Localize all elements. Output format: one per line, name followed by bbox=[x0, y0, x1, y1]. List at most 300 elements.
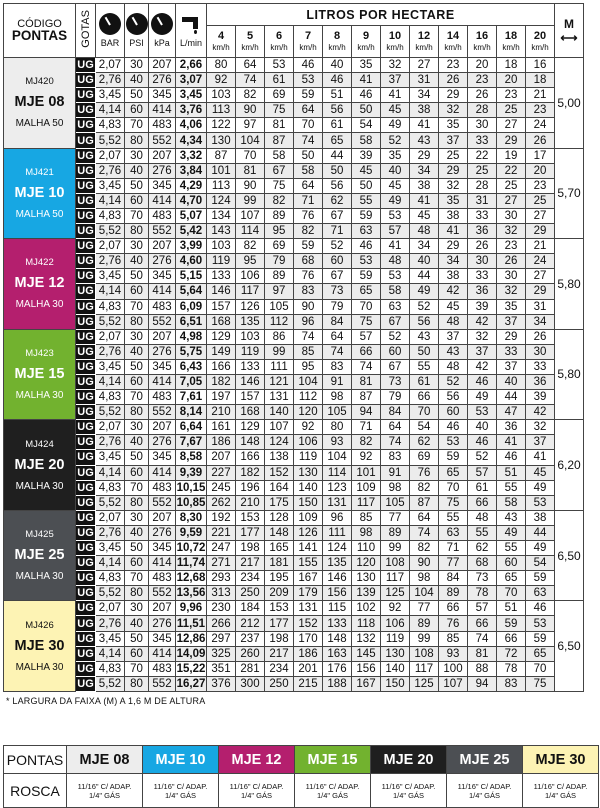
pressure-cell: 552 bbox=[149, 586, 176, 601]
rate-cell: 36 bbox=[497, 420, 526, 435]
rate-cell: 141 bbox=[294, 541, 323, 556]
faixa-cell: 6,50 bbox=[555, 601, 584, 692]
rate-cell: 33 bbox=[497, 344, 526, 359]
droplet-class-badge: UG bbox=[77, 511, 94, 524]
rate-cell: 247 bbox=[207, 541, 236, 556]
table-row bbox=[4, 405, 584, 420]
rate-cell: 27 bbox=[526, 208, 555, 223]
legend-thread-line1: 11/16" C/ ADAP. bbox=[457, 781, 512, 791]
speed-header bbox=[294, 26, 323, 58]
legend-thread-line2: 1/4" GÁS bbox=[544, 790, 576, 800]
pressure-cell: 4,14 bbox=[96, 465, 125, 480]
nozzle-group-cell bbox=[4, 601, 76, 692]
rate-cell: 82 bbox=[236, 88, 265, 103]
pressure-cell: 552 bbox=[149, 676, 176, 691]
rate-cell: 74 bbox=[410, 525, 439, 540]
rate-cell: 67 bbox=[323, 208, 352, 223]
rate-cell: 20 bbox=[497, 73, 526, 88]
pressure-cell: 4,83 bbox=[96, 299, 125, 314]
rate-cell: 138 bbox=[265, 450, 294, 465]
flow-cell: 3,32 bbox=[176, 148, 207, 163]
table-row bbox=[4, 661, 584, 676]
rate-cell: 29 bbox=[526, 224, 555, 239]
table-row bbox=[4, 73, 584, 88]
droplet-class-badge: UG bbox=[77, 662, 94, 675]
flow-cell: 3,76 bbox=[176, 103, 207, 118]
rate-cell: 41 bbox=[381, 88, 410, 103]
rate-cell: 37 bbox=[497, 314, 526, 329]
pressure-cell: 30 bbox=[125, 239, 149, 254]
pressure-cell: 60 bbox=[125, 646, 149, 661]
rate-cell: 79 bbox=[265, 254, 294, 269]
nozzle-mesh: MALHA 30 bbox=[15, 299, 64, 311]
rate-cell: 102 bbox=[352, 601, 381, 616]
nozzle-mesh: MALHA 30 bbox=[15, 389, 64, 401]
faucet-icon bbox=[180, 13, 202, 35]
header-gotas: GOTAS bbox=[76, 4, 96, 58]
flow-cell: 6,43 bbox=[176, 359, 207, 374]
rate-cell: 221 bbox=[207, 525, 236, 540]
table-row bbox=[4, 178, 584, 193]
pressure-cell: 345 bbox=[149, 178, 176, 193]
rate-cell: 52 bbox=[410, 299, 439, 314]
rate-cell: 90 bbox=[410, 556, 439, 571]
rate-cell: 33 bbox=[468, 269, 497, 284]
pressure-cell: 414 bbox=[149, 374, 176, 389]
rate-cell: 111 bbox=[265, 359, 294, 374]
rate-cell: 75 bbox=[265, 103, 294, 118]
rate-cell: 175 bbox=[265, 495, 294, 510]
rate-cell: 300 bbox=[236, 676, 265, 691]
rate-cell: 46 bbox=[323, 73, 352, 88]
rate-cell: 51 bbox=[497, 601, 526, 616]
rate-cell: 20 bbox=[526, 163, 555, 178]
pressure-cell: 60 bbox=[125, 193, 149, 208]
rate-cell: 58 bbox=[497, 495, 526, 510]
rate-cell: 170 bbox=[294, 631, 323, 646]
rate-cell: 39 bbox=[468, 299, 497, 314]
rate-cell: 42 bbox=[526, 405, 555, 420]
rate-cell: 89 bbox=[439, 586, 468, 601]
rate-cell: 153 bbox=[236, 510, 265, 525]
rate-cell: 46 bbox=[468, 435, 497, 450]
flow-cell: 14,09 bbox=[176, 647, 206, 660]
droplet-class-badge: UG bbox=[77, 421, 94, 434]
rate-cell: 176 bbox=[323, 661, 352, 676]
rate-cell: 59 bbox=[526, 571, 555, 586]
rate-cell: 82 bbox=[410, 541, 439, 556]
rate-cell: 26 bbox=[526, 133, 555, 148]
rate-cell: 133 bbox=[207, 269, 236, 284]
rate-cell: 146 bbox=[323, 571, 352, 586]
rate-cell: 83 bbox=[294, 284, 323, 299]
rate-cell: 217 bbox=[265, 646, 294, 661]
rate-cell: 103 bbox=[207, 88, 236, 103]
rate-cell: 64 bbox=[236, 58, 265, 73]
pressure-cell: 4,83 bbox=[96, 571, 125, 586]
rate-cell: 104 bbox=[410, 586, 439, 601]
table-row bbox=[4, 284, 584, 299]
rate-cell: 89 bbox=[410, 616, 439, 631]
table-row bbox=[4, 556, 584, 571]
rate-cell: 177 bbox=[265, 616, 294, 631]
rate-cell: 70 bbox=[526, 661, 555, 676]
nozzle-group-cell bbox=[4, 239, 76, 330]
speed-unit: km/h bbox=[386, 42, 404, 52]
pressure-cell: 3,45 bbox=[96, 88, 125, 103]
rate-cell: 34 bbox=[410, 239, 439, 254]
legend-thread-line2: 1/4" GÁS bbox=[468, 790, 500, 800]
rate-cell: 97 bbox=[265, 284, 294, 299]
pressure-cell: 483 bbox=[149, 661, 176, 676]
rate-cell: 179 bbox=[294, 586, 323, 601]
speed-unit: km/h bbox=[531, 42, 549, 52]
rate-cell: 152 bbox=[294, 616, 323, 631]
droplet-class-badge: UG bbox=[77, 104, 94, 117]
rate-cell: 76 bbox=[294, 208, 323, 223]
rate-cell: 66 bbox=[439, 601, 468, 616]
legend-thread-cell bbox=[143, 774, 219, 808]
rate-cell: 70 bbox=[294, 118, 323, 133]
rate-cell: 63 bbox=[526, 586, 555, 601]
pressure-cell: 483 bbox=[149, 480, 176, 495]
speed-header bbox=[381, 26, 410, 58]
rate-cell: 34 bbox=[526, 314, 555, 329]
rate-cell: 32 bbox=[439, 178, 468, 193]
thread-legend-table bbox=[3, 745, 599, 808]
table-row bbox=[4, 646, 584, 661]
nozzle-mesh: MALHA 30 bbox=[15, 571, 64, 583]
rate-cell: 16 bbox=[526, 58, 555, 73]
rate-cell: 132 bbox=[352, 631, 381, 646]
rate-cell: 40 bbox=[497, 374, 526, 389]
rate-cell: 65 bbox=[323, 133, 352, 148]
rate-cell: 85 bbox=[352, 510, 381, 525]
rate-cell: 43 bbox=[439, 344, 468, 359]
rate-cell: 80 bbox=[323, 420, 352, 435]
droplet-class-badge: UG bbox=[77, 285, 94, 298]
rate-cell: 22 bbox=[468, 148, 497, 163]
pressure-cell: 2,76 bbox=[96, 254, 125, 269]
rate-cell: 33 bbox=[468, 133, 497, 148]
pressure-cell: 345 bbox=[149, 541, 176, 556]
flow-cell: 5,15 bbox=[176, 269, 207, 284]
rate-cell: 85 bbox=[294, 344, 323, 359]
pressure-cell: 2,76 bbox=[96, 73, 125, 88]
rate-cell: 126 bbox=[294, 525, 323, 540]
pressure-cell: 345 bbox=[149, 631, 176, 646]
rate-cell: 55 bbox=[497, 480, 526, 495]
rate-cell: 37 bbox=[381, 73, 410, 88]
rate-cell: 74 bbox=[468, 631, 497, 646]
pressure-cell: 60 bbox=[125, 465, 149, 480]
rate-cell: 26 bbox=[497, 254, 526, 269]
rate-cell: 77 bbox=[381, 510, 410, 525]
flow-cell: 3,45 bbox=[176, 88, 207, 103]
rate-cell: 59 bbox=[294, 239, 323, 254]
droplet-class-badge: UG bbox=[77, 330, 94, 343]
pressure-cell: 483 bbox=[149, 299, 176, 314]
pressure-cell: 5,52 bbox=[96, 586, 125, 601]
rate-cell: 215 bbox=[294, 676, 323, 691]
rate-cell: 46 bbox=[468, 374, 497, 389]
table-row bbox=[4, 58, 584, 73]
rate-cell: 43 bbox=[410, 133, 439, 148]
rate-cell: 150 bbox=[381, 676, 410, 691]
nozzle-code: MJ426 bbox=[25, 619, 54, 631]
rate-cell: 35 bbox=[352, 58, 381, 73]
rate-cell: 33 bbox=[468, 208, 497, 223]
rate-cell: 313 bbox=[207, 586, 236, 601]
table-row bbox=[4, 601, 584, 616]
pressure-cell: 30 bbox=[125, 329, 149, 344]
nozzle-mesh: MALHA 30 bbox=[15, 661, 64, 673]
rate-cell: 210 bbox=[236, 495, 265, 510]
flow-cell: 4,98 bbox=[176, 329, 207, 344]
table-row bbox=[4, 148, 584, 163]
rate-cell: 100 bbox=[439, 661, 468, 676]
rate-cell: 46 bbox=[352, 88, 381, 103]
droplet-class-badge: UG bbox=[77, 526, 94, 539]
flow-cell: 7,61 bbox=[176, 390, 207, 405]
pressure-cell: 50 bbox=[125, 178, 149, 193]
rate-cell: 53 bbox=[526, 616, 555, 631]
speed-value: 4 bbox=[217, 29, 225, 42]
flow-cell: 4,06 bbox=[176, 118, 207, 133]
speed-value: 16 bbox=[475, 29, 489, 42]
rate-cell: 52 bbox=[439, 374, 468, 389]
droplet-class-badge: UG bbox=[77, 300, 94, 313]
droplet-class-badge: UG bbox=[77, 677, 94, 690]
rate-cell: 71 bbox=[352, 420, 381, 435]
rate-cell: 168 bbox=[207, 314, 236, 329]
rate-cell: 104 bbox=[323, 450, 352, 465]
rate-cell: 66 bbox=[352, 344, 381, 359]
rate-cell: 39 bbox=[352, 148, 381, 163]
pressure-cell: 60 bbox=[125, 374, 149, 389]
droplet-class-badge: UG bbox=[77, 542, 94, 555]
rate-cell: 67 bbox=[265, 163, 294, 178]
rate-cell: 110 bbox=[352, 541, 381, 556]
rate-cell: 120 bbox=[352, 556, 381, 571]
rate-cell: 74 bbox=[381, 435, 410, 450]
rate-cell: 117 bbox=[236, 284, 265, 299]
pressure-cell: 70 bbox=[125, 208, 149, 223]
table-row bbox=[4, 465, 584, 480]
rate-cell: 44 bbox=[410, 269, 439, 284]
speed-header bbox=[236, 26, 265, 58]
pressure-cell: 40 bbox=[125, 163, 149, 178]
rate-cell: 76 bbox=[410, 465, 439, 480]
flow-cell: 4,60 bbox=[176, 254, 207, 269]
flow-cell: 12,68 bbox=[176, 572, 206, 585]
rate-cell: 52 bbox=[381, 133, 410, 148]
droplet-class-badge: UG bbox=[77, 315, 94, 328]
rate-cell: 29 bbox=[497, 329, 526, 344]
droplet-class-badge: UG bbox=[77, 225, 94, 238]
rate-cell: 92 bbox=[207, 73, 236, 88]
rate-cell: 94 bbox=[352, 405, 381, 420]
table-row bbox=[4, 616, 584, 631]
rate-cell: 207 bbox=[207, 450, 236, 465]
rate-cell: 66 bbox=[468, 616, 497, 631]
flow-cell: 6,64 bbox=[176, 420, 207, 435]
rate-cell: 130 bbox=[381, 646, 410, 661]
rate-cell: 105 bbox=[381, 495, 410, 510]
rate-cell: 92 bbox=[381, 601, 410, 616]
pressure-cell: 276 bbox=[149, 525, 176, 540]
flow-cell: 3,84 bbox=[176, 163, 207, 178]
rate-cell: 56 bbox=[323, 178, 352, 193]
speed-value: 5 bbox=[246, 29, 254, 42]
droplet-class-badge: UG bbox=[77, 436, 94, 449]
speed-unit: km/h bbox=[212, 42, 230, 52]
rate-cell: 83 bbox=[381, 450, 410, 465]
rate-cell: 96 bbox=[323, 510, 352, 525]
rate-cell: 35 bbox=[439, 118, 468, 133]
pressure-cell: 2,07 bbox=[96, 420, 125, 435]
pressure-cell: 414 bbox=[149, 465, 176, 480]
rate-cell: 27 bbox=[526, 269, 555, 284]
speed-unit: km/h bbox=[473, 42, 491, 52]
pressure-cell: 60 bbox=[125, 103, 149, 118]
rate-cell: 77 bbox=[410, 601, 439, 616]
table-row bbox=[4, 314, 584, 329]
pressure-cell: 414 bbox=[149, 556, 176, 571]
droplet-class-badge: UG bbox=[77, 194, 94, 207]
rate-cell: 20 bbox=[468, 58, 497, 73]
table-row bbox=[4, 133, 584, 148]
pressure-cell: 2,76 bbox=[96, 435, 125, 450]
rate-cell: 87 bbox=[207, 148, 236, 163]
rate-cell: 91 bbox=[323, 374, 352, 389]
pressure-cell: 2,07 bbox=[96, 58, 125, 73]
rate-cell: 78 bbox=[468, 586, 497, 601]
droplet-class-badge: UG bbox=[77, 360, 94, 373]
rate-cell: 42 bbox=[468, 359, 497, 374]
rate-cell: 85 bbox=[439, 631, 468, 646]
rate-cell: 103 bbox=[236, 329, 265, 344]
rate-cell: 46 bbox=[526, 601, 555, 616]
rate-cell: 83 bbox=[323, 359, 352, 374]
legend-nozzle-model: MJE 08 bbox=[67, 746, 143, 774]
rate-cell: 59 bbox=[497, 616, 526, 631]
pressure-cell: 414 bbox=[149, 646, 176, 661]
rate-cell: 70 bbox=[352, 299, 381, 314]
header-kpa: kPa bbox=[149, 4, 176, 58]
flow-cell: 6,09 bbox=[176, 299, 207, 314]
rate-cell: 31 bbox=[468, 193, 497, 208]
rate-cell: 124 bbox=[323, 541, 352, 556]
pressure-cell: 50 bbox=[125, 541, 149, 556]
rate-cell: 113 bbox=[207, 103, 236, 118]
rate-cell: 130 bbox=[352, 571, 381, 586]
rate-cell: 31 bbox=[526, 299, 555, 314]
rate-cell: 73 bbox=[323, 284, 352, 299]
rate-cell: 135 bbox=[323, 556, 352, 571]
rate-cell: 103 bbox=[207, 239, 236, 254]
rate-cell: 55 bbox=[497, 541, 526, 556]
rate-cell: 38 bbox=[526, 510, 555, 525]
table-row bbox=[4, 420, 584, 435]
rate-cell: 93 bbox=[323, 435, 352, 450]
rate-cell: 72 bbox=[497, 646, 526, 661]
rate-cell: 50 bbox=[294, 148, 323, 163]
flow-cell: 9,59 bbox=[176, 525, 207, 540]
droplet-class-badge: UG bbox=[77, 89, 94, 102]
table-row bbox=[4, 390, 584, 405]
rate-cell: 30 bbox=[468, 118, 497, 133]
rate-cell: 45 bbox=[526, 465, 555, 480]
rate-cell: 41 bbox=[526, 450, 555, 465]
rate-cell: 38 bbox=[410, 178, 439, 193]
pressure-cell: 30 bbox=[125, 420, 149, 435]
rate-cell: 164 bbox=[265, 480, 294, 495]
rate-cell: 23 bbox=[468, 73, 497, 88]
rate-cell: 32 bbox=[381, 58, 410, 73]
legend-thread-cell bbox=[295, 774, 371, 808]
pressure-cell: 3,45 bbox=[96, 178, 125, 193]
rate-cell: 30 bbox=[468, 254, 497, 269]
rate-cell: 99 bbox=[381, 541, 410, 556]
rate-cell: 210 bbox=[207, 405, 236, 420]
rate-cell: 65 bbox=[439, 465, 468, 480]
rate-cell: 98 bbox=[323, 390, 352, 405]
pressure-cell: 4,14 bbox=[96, 374, 125, 389]
speed-value: 10 bbox=[388, 29, 402, 42]
droplet-class-badge: UG bbox=[77, 240, 94, 253]
pressure-cell: 4,14 bbox=[96, 193, 125, 208]
rate-cell: 41 bbox=[497, 435, 526, 450]
pressure-cell: 3,45 bbox=[96, 450, 125, 465]
pressure-cell: 30 bbox=[125, 601, 149, 616]
pressure-cell: 60 bbox=[125, 284, 149, 299]
legend-rosca-label: ROSCA bbox=[4, 774, 67, 808]
rate-cell: 27 bbox=[497, 118, 526, 133]
rate-cell: 40 bbox=[410, 254, 439, 269]
rate-cell: 38 bbox=[410, 103, 439, 118]
rate-cell: 131 bbox=[265, 390, 294, 405]
nozzle-model: MJE 08 bbox=[14, 94, 65, 111]
pressure-cell: 345 bbox=[149, 359, 176, 374]
speed-value: 14 bbox=[446, 29, 460, 42]
speed-unit: km/h bbox=[444, 42, 462, 52]
rate-cell: 140 bbox=[294, 480, 323, 495]
rate-cell: 52 bbox=[323, 239, 352, 254]
rate-cell: 48 bbox=[410, 224, 439, 239]
rate-cell: 98 bbox=[410, 571, 439, 586]
droplet-class-badge: UG bbox=[77, 74, 94, 87]
speed-header bbox=[526, 26, 555, 58]
rate-cell: 30 bbox=[526, 344, 555, 359]
droplet-class-badge: UG bbox=[77, 602, 94, 615]
legend-thread-line2: 1/4" GÁS bbox=[164, 790, 196, 800]
legend-nozzle-model: MJE 15 bbox=[295, 746, 371, 774]
rate-cell: 48 bbox=[439, 359, 468, 374]
speed-unit: km/h bbox=[415, 42, 433, 52]
pressure-cell: 2,76 bbox=[96, 344, 125, 359]
legend-thread-cell bbox=[447, 774, 523, 808]
rate-cell: 46 bbox=[294, 58, 323, 73]
pressure-cell: 40 bbox=[125, 435, 149, 450]
rate-cell: 53 bbox=[294, 73, 323, 88]
pressure-cell: 2,07 bbox=[96, 148, 125, 163]
pressure-cell: 5,52 bbox=[96, 314, 125, 329]
rate-cell: 60 bbox=[497, 556, 526, 571]
rate-cell: 25 bbox=[497, 103, 526, 118]
pressure-cell: 70 bbox=[125, 390, 149, 405]
table-row bbox=[4, 269, 584, 284]
